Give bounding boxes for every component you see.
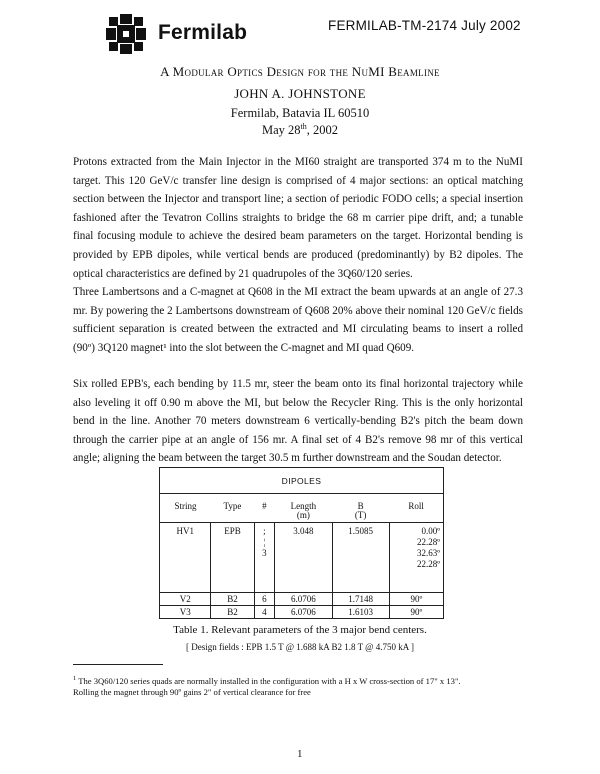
cell-roll: 90º [389,593,443,606]
date-sup: th [300,122,307,131]
cell-roll-line: 22.28º [416,559,440,569]
cell-string: V2 [160,593,211,606]
cell-b: 1.5085 [332,523,389,593]
paragraph-1: Protons extracted from the Main Injector in the MI60 straight are transported 374 m to the NuMI target. This 120 GeV/c transfer line design is comprised of 4 major sections: an optical matching section between the Injector and transport line; a section of periodic FODO cells; a special insertion fashioned after the Tevatron Collins straights to bridge the 68 m carrier pipe drift, and; a tunable final focusing module to achieve the desired beam parameters on the target. Horizontal bending is provided by EPB dipoles, while vertical bends are produced (predominantly) by B2 dipoles. The optical characteristics are defined by 21 quadrupoles of the 3Q60/120 series. [73,156,523,280]
date-suffix: , 2002 [306,123,339,138]
cell-number [254,523,275,593]
paragraph-3: Six rolled EPB's, each bending by 11.5 mr, steer the beam onto its final horizontal trajectory while also leveling it off 0.90 m above the MI, but below the Recycler Ring. This is the only horizontal bend in the line. Another 70 meters downstream 6 vertically-bending B2's pitch the beam down through the carrier pipe at an angle of 156 mr. A final set of 4 B2's remove 98 mr of this vertical angle; aligning the beam between the target 30.5 m further downstream and the Soudan detector. [73,378,523,465]
cell-b: 1.6103 [332,606,389,619]
cell-b: 1.7148 [332,593,389,606]
cell-string: V3 [160,606,211,619]
footnote-line-2: Rolling the magnet through 90º gains 2" of vertical clearance for free [73,687,311,697]
cell-roll [389,523,443,593]
table-header-row [160,494,444,523]
cell-type: B2 [211,606,254,619]
dipoles-table [159,467,444,619]
cell-number-line: ¦ [263,537,266,547]
table-caption-row [160,468,444,494]
col-header-length: Length (m) [290,501,317,520]
table-row [160,523,444,593]
col-header-string: String [160,494,211,523]
design-fields-note: [ Design fields : EPB 1.5 T @ 1.688 kA B2 1.8 T @ 4.750 kA ] [186,642,414,652]
table-row [160,593,444,606]
cell-string: HV1 [160,523,211,593]
col-header-type: Type [223,501,242,511]
cell-roll-line: 22.28º [416,537,440,547]
page-number: 1 [297,748,303,760]
table-row [160,606,444,619]
paper-title: A Modular Optics Design for the NuMI Beamline [160,64,440,79]
logo-text: Fermilab [158,21,248,44]
paragraph-2: Three Lambertsons and a C-magnet at Q608 in the MI extract the beam upwards at an angle of 27.3 mr. By powering the 2 Lambertsons downstream of Q608 20% above their nominal 120 GeV/c fields sufficient separation is created between the extracted and MI circulating beams to insert a rolled (90º) 3Q120 magnet¹ into the slot between the C-magnet and MI quad Q609. [73,286,523,354]
affiliation: Fermilab, Batavia IL 60510 [230,106,370,120]
footnote-line-1: The 3Q60/120 series quads are normally installed in the configuration with a H x W cross-section of 17" x 13". [78,675,461,686]
col-header-number: # [262,501,267,511]
cell-roll: 90º [389,606,443,619]
cell-number-line: 3 [262,548,267,558]
cell-type: B2 [211,593,254,606]
document-id: FERMILAB-TM-2174 July 2002 [328,18,521,33]
footnote-mark: 1 [73,675,77,682]
date-prefix: May 28 [261,123,301,138]
cell-roll-line: 32.63º [416,548,440,558]
cell-length: 6.0706 [275,606,332,619]
cell-roll-line: 0.00º [421,526,440,536]
table-caption: Table 1. Relevant parameters of the 3 major bend centers. [173,624,427,636]
col-header-b: B (T) [354,501,367,520]
cell-length: 3.048 [275,523,332,593]
cell-number-line: ; [263,526,266,536]
author: JOHN A. JOHNSTONE [234,86,366,101]
footnote-divider [73,664,163,665]
cell-number: 6 [254,593,275,606]
fermilab-logo-icon [104,12,148,56]
cell-number: 4 [254,606,275,619]
table-heading: DIPOLES [160,468,444,494]
cell-length: 6.0706 [275,593,332,606]
cell-type: EPB [211,523,254,593]
date [0,122,600,138]
col-header-roll: Roll [389,494,443,523]
